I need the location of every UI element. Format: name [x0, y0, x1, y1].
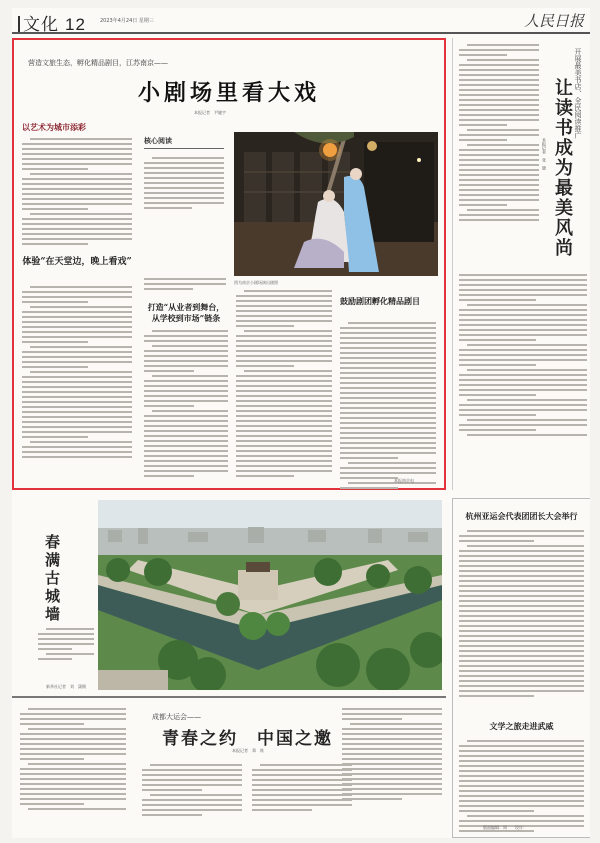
subhead-chain: 打造“从业者到舞台，从学校到市场”链条: [147, 302, 225, 323]
core-reading-text: [144, 157, 224, 209]
chengdu-body-col4: [342, 708, 442, 800]
source-credit: 本报南京电: [394, 478, 414, 483]
page-editor-credit: 版面编辑：周 设计：: [483, 825, 535, 830]
theatre-photo-caption: 图为南京小剧场演出剧照: [234, 280, 278, 285]
body-text-col3: [236, 290, 332, 477]
photo-feature-credit: 新华社记者 刘 潇摄: [46, 684, 86, 689]
right-byline: 本报记者 张 晓: [542, 138, 547, 170]
section-label: 文化: [23, 15, 59, 35]
feature-byline: 本报记者 尹婕宇: [194, 110, 226, 115]
right-article[interactable]: [452, 38, 590, 490]
core-reading-title: 核心阅读: [144, 136, 224, 149]
hangzhou-asian-games-title: 杭州亚运会代表团团长大会举行: [465, 511, 578, 521]
feature-headline: 小剧场里看大戏: [137, 81, 320, 106]
right-body-text-bottom: [459, 274, 587, 436]
chengdu-body-col2: [142, 764, 242, 816]
subhead-art-city: 以艺术为城市添彩: [22, 122, 86, 132]
chengdu-universiade-article[interactable]: [12, 696, 446, 838]
date-line: 2023年4月24日 星期三: [100, 18, 154, 24]
chengdu-body-col3: [252, 764, 352, 811]
wuwei-body-text: [459, 740, 584, 832]
section-bar: [18, 16, 20, 32]
theatre-photo: [234, 132, 438, 276]
hangzhou-body-text: [459, 530, 584, 697]
city-wall-image: [98, 500, 442, 690]
right-kicker: 开展最美书店、全民阅读推广: [574, 48, 582, 139]
right-body-text-top: [459, 44, 539, 221]
chengdu-kicker: 成都大运会——: [152, 713, 201, 721]
body-text-col1: [22, 138, 132, 245]
page-number: 12: [65, 15, 86, 34]
right-headline: 让读书成为最美风尚: [552, 78, 573, 258]
newspaper-logo: 人民日报: [523, 12, 584, 30]
right-news-box[interactable]: [452, 498, 590, 838]
subhead-immersive: 体验“在天堂边，晚上看戏”: [22, 257, 132, 267]
photo-feature-title: 春满古城墙: [43, 534, 61, 624]
city-wall-photo: [98, 500, 442, 690]
feature-kicker: 营造文旅生态，孵化精品剧目，江苏南京——: [28, 59, 168, 67]
photo-feature-caption: [38, 628, 94, 660]
chengdu-headline: 青春之约 中国之邀: [162, 729, 333, 749]
theatre-scene-image: [234, 132, 438, 276]
body-text-col2: [144, 278, 226, 290]
core-reading-box: [144, 136, 224, 209]
section-title: [18, 10, 86, 35]
feature-article[interactable]: [12, 38, 446, 490]
masthead: [12, 8, 590, 34]
chengdu-body-col1: [20, 708, 126, 810]
body-text-col4: [340, 322, 436, 489]
body-text-col2b: [144, 330, 228, 477]
subhead-incubate: 鼓励剧团孵化精品剧目: [340, 296, 420, 306]
chengdu-byline: 本报记者 郑 轶: [232, 748, 264, 753]
wuwei-literature-title: 文学之旅走进武威: [489, 721, 554, 731]
body-text-col1b: [22, 286, 132, 458]
newspaper-page: [12, 8, 590, 838]
